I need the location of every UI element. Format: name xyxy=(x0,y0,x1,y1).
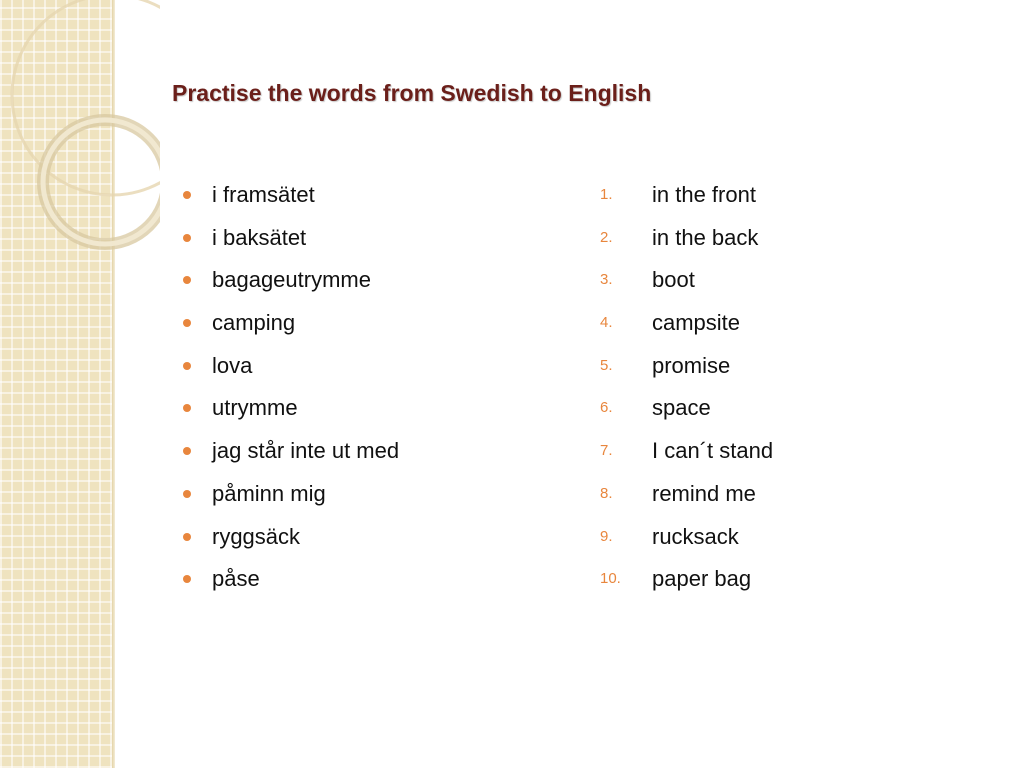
item-number: 7. xyxy=(600,442,613,460)
bullet-icon xyxy=(183,447,191,455)
slide-title: Practise the words from Swedish to English xyxy=(172,80,652,106)
swedish-word: utrymme xyxy=(212,395,298,421)
bullet-icon xyxy=(183,575,191,583)
english-word: in the front xyxy=(652,182,756,207)
item-number: 4. xyxy=(600,314,613,332)
english-word: rucksack xyxy=(652,523,739,549)
english-word: space xyxy=(652,395,711,421)
item-number: 2. xyxy=(600,228,613,246)
english-word: promise xyxy=(652,352,731,378)
swedish-word: i baksätet xyxy=(212,224,307,250)
swedish-word: påse xyxy=(212,566,260,592)
item-number: 10. xyxy=(600,570,621,588)
swedish-word: lova xyxy=(212,352,253,378)
bullet-icon xyxy=(183,404,191,412)
bullet-icon xyxy=(183,191,191,199)
english-word: remind me xyxy=(652,480,756,506)
item-number: 6. xyxy=(600,399,613,417)
bullet-icon xyxy=(183,276,191,284)
bullet-icon xyxy=(183,533,191,541)
item-number: 3. xyxy=(600,271,613,289)
english-word: I can´t stand xyxy=(652,438,774,464)
item-number: 8. xyxy=(600,484,613,502)
bullet-icon xyxy=(183,490,191,498)
swedish-word: påminn mig xyxy=(212,480,326,506)
decorative-rings xyxy=(0,0,160,260)
swedish-word: i framsätet xyxy=(212,182,315,207)
swedish-word: bagageutrymme xyxy=(212,267,371,293)
bullet-icon xyxy=(183,319,191,327)
english-word: in the back xyxy=(652,224,759,250)
english-word: paper bag xyxy=(652,566,752,592)
bullet-icon xyxy=(183,362,191,370)
bullet-icon xyxy=(183,234,191,242)
english-word: boot xyxy=(652,267,695,293)
english-word: campsite xyxy=(652,310,741,336)
swedish-word: camping xyxy=(212,310,296,336)
item-number: 5. xyxy=(600,356,613,374)
item-number: 9. xyxy=(600,527,613,545)
swedish-word: jag står inte ut med xyxy=(212,438,400,464)
swedish-word: ryggsäck xyxy=(212,523,301,549)
item-number: 1. xyxy=(600,186,613,203)
